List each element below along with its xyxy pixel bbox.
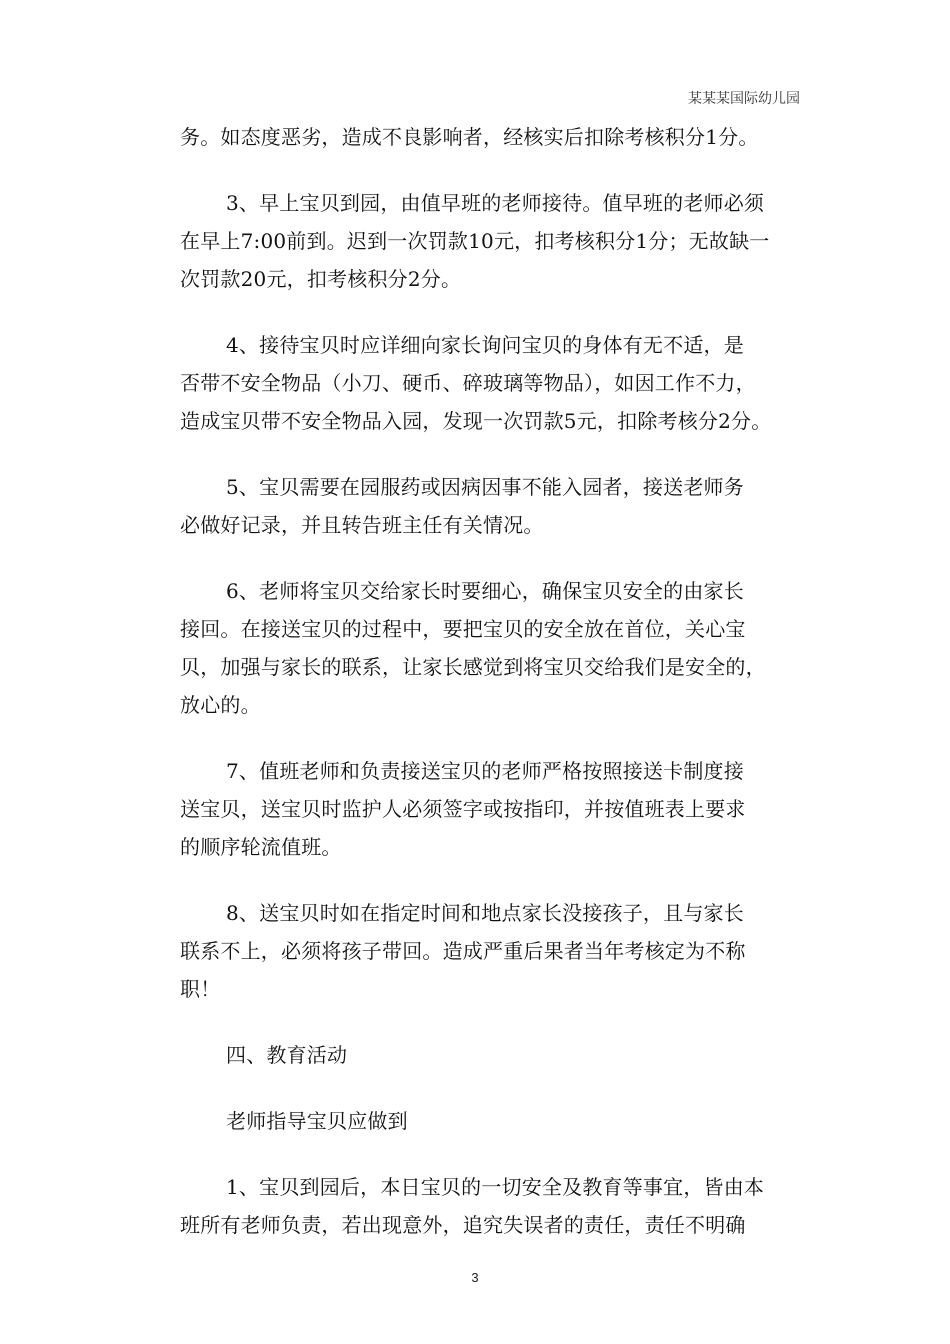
body-line: 次罚款20元，扣考核积分2分。 — [180, 267, 462, 291]
body-line: 8、送宝贝时如在指定时间和地点家长没接孩子，且与家长 — [226, 901, 744, 925]
body-line: 1、宝贝到园后，本日宝贝的一切安全及教育等事宜，皆由本 — [226, 1175, 765, 1199]
document-body — [180, 118, 810, 1244]
body-line: 贝，加强与家长的联系，让家长感觉到将宝贝交给我们是安全的， — [180, 655, 766, 679]
page-header-org-name: 某某某国际幼儿园 — [688, 91, 800, 107]
body-line: 3、早上宝贝到园，由值早班的老师接待。值早班的老师必须 — [226, 191, 765, 215]
body-line: 送宝贝，送宝贝时监护人必须签字或按指印，并按值班表上要求 — [180, 797, 746, 821]
paragraph-gap — [180, 866, 810, 894]
body-line: 放心的。 — [180, 693, 261, 717]
body-line: 6、老师将宝贝交给家长时要细心，确保宝贝安全的由家长 — [226, 579, 744, 603]
body-line: 否带不安全物品（小刀、硬币、碎玻璃等物品），如因工作不力， — [180, 371, 756, 395]
paragraph-gap — [180, 440, 810, 468]
page-number: 3 — [471, 1270, 479, 1285]
body-line: 职！ — [180, 977, 221, 1001]
paragraph-gap — [180, 1074, 810, 1102]
body-line: 联系不上，必须将孩子带回。造成严重后果者当年考核定为不称 — [180, 939, 746, 963]
paragraph-gap — [180, 544, 810, 572]
body-line: 必做好记录，并且转告班主任有关情况。 — [180, 513, 544, 537]
body-line: 接回。在接送宝贝的过程中，要把宝贝的安全放在首位，关心宝 — [180, 617, 746, 641]
body-line: 造成宝贝带不安全物品入园，发现一次罚款5元，扣除考核分2分。 — [180, 409, 772, 433]
paragraph-gap — [180, 298, 810, 326]
body-line: 班所有老师负责，若出现意外，追究失误者的责任，责任不明确 — [180, 1213, 746, 1237]
subheading: 老师指导宝贝应做到 — [226, 1109, 408, 1133]
body-line: 的顺序轮流值班。 — [180, 835, 342, 859]
body-line: 7、值班老师和负责接送宝贝的老师严格按照接送卡制度接 — [226, 759, 744, 783]
body-line: 在早上7:00前到。迟到一次罚款10元，扣考核积分1分；无故缺一 — [180, 229, 770, 253]
body-line: 务。如态度恶劣，造成不良影响者，经核实后扣除考核积分1分。 — [180, 125, 759, 149]
paragraph-gap — [180, 724, 810, 752]
paragraph-gap — [180, 1140, 810, 1168]
paragraph-gap — [180, 156, 810, 184]
body-line: 5、宝贝需要在园服药或因病因事不能入园者，接送老师务 — [226, 475, 744, 499]
section-heading: 四、教育活动 — [226, 1043, 348, 1067]
paragraph-gap — [180, 1008, 810, 1036]
body-line: 4、接待宝贝时应详细向家长询问宝贝的身体有无不适，是 — [226, 333, 744, 357]
